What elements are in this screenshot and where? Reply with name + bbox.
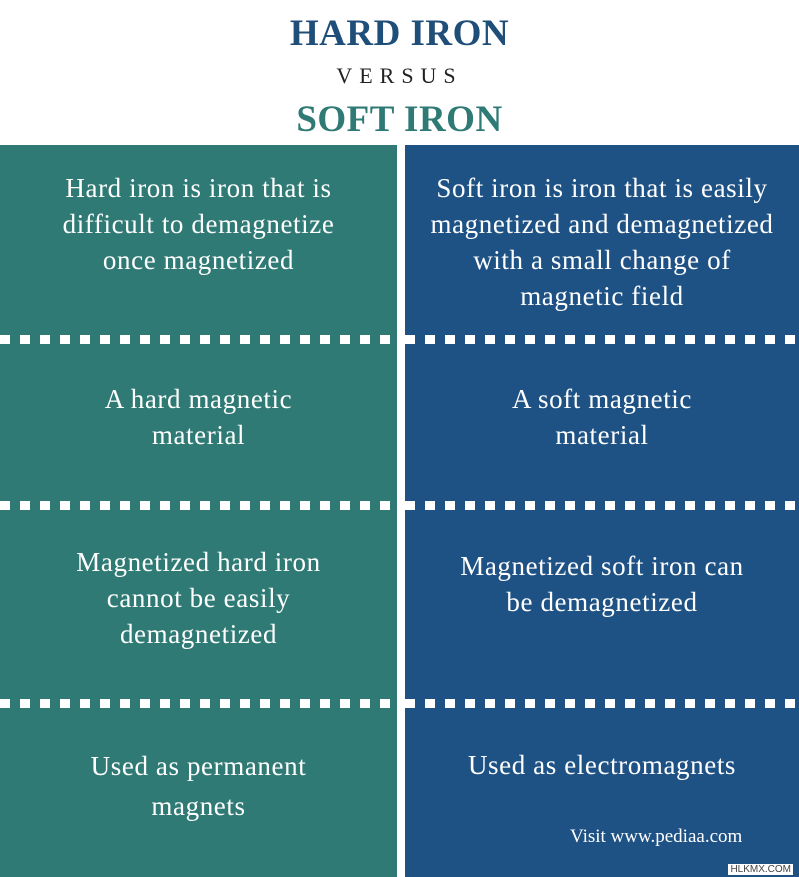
soft-iron-material: A soft magnetic material — [512, 384, 692, 450]
watermark: HLKMX.COM — [730, 864, 791, 875]
row-divider — [405, 699, 799, 708]
soft-iron-definition: Soft iron is iron that is easily magnetized and demagnetized with a small change of magnetic field — [430, 173, 774, 311]
row-divider — [405, 335, 799, 344]
header — [0, 0, 799, 145]
hard-iron-material: A hard magnetic material — [104, 384, 293, 450]
hard-iron-demagnetization: Magnetized hard iron cannot be easily demagnetized — [76, 547, 321, 649]
row-divider — [405, 501, 799, 510]
row-divider — [0, 501, 397, 510]
hard-iron-use: Used as permanent magnets — [90, 751, 307, 821]
title-soft-iron: SOFT IRON — [296, 99, 503, 140]
hard-iron-definition: Hard iron is iron that is difficult to demagnetize once magnetized — [62, 173, 335, 275]
versus-label: VERSUS — [336, 63, 463, 88]
hard-iron-column — [0, 145, 397, 877]
soft-iron-column — [405, 145, 799, 877]
title-hard-iron: HARD IRON — [289, 13, 510, 54]
soft-iron-demagnetization: Magnetized soft iron can be demagnetized — [460, 551, 744, 617]
row-divider — [0, 335, 397, 344]
soft-iron-use: Used as electromagnets — [467, 750, 737, 780]
row-divider — [0, 699, 397, 708]
visit-site-credit: Visit www.pediaa.com — [570, 826, 743, 847]
